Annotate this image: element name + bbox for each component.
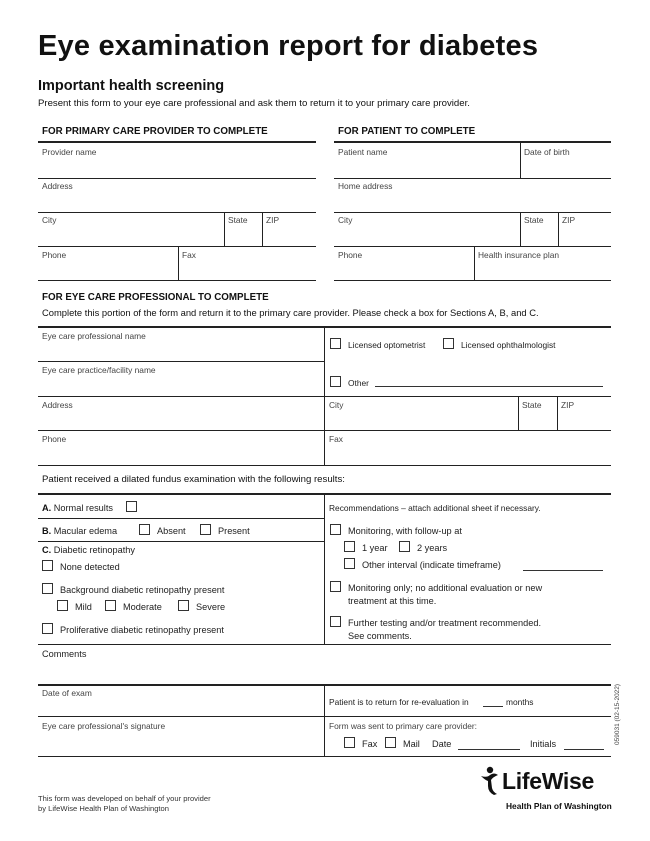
divider — [38, 756, 611, 757]
disclaimer-line-2: by LifeWise Health Plan of Washington — [38, 804, 169, 813]
background-retinopathy-checkbox[interactable] — [42, 583, 53, 594]
provider-top-rule — [38, 141, 316, 143]
disclaimer-line-1: This form was developed on behalf of your provider — [38, 794, 211, 803]
sent-date-label: Date — [432, 739, 452, 749]
insurance-plan-field[interactable]: Health insurance plan — [478, 250, 560, 260]
none-detected-label: None detected — [60, 562, 120, 572]
page-title: Eye examination report for diabetes — [38, 30, 539, 62]
patient-zip-field[interactable]: ZIP — [562, 215, 576, 225]
absent-label: Absent — [157, 526, 186, 536]
present-checkbox[interactable] — [200, 524, 211, 535]
comments-field[interactable]: Comments — [42, 649, 87, 659]
macular-edema-label: Macular edema — [53, 526, 118, 536]
provider-zip-field[interactable]: ZIP — [266, 215, 280, 225]
licensed-ophthalmologist-checkbox[interactable] — [443, 338, 454, 349]
provider-name-field[interactable]: Provider name — [42, 147, 97, 157]
moderate-label: Moderate — [123, 602, 162, 612]
provider-phone-field[interactable]: Phone — [42, 250, 67, 260]
eye-section-instructions: Complete this portion of the form and return it to the primary care provider. Please check a box for Sections A, B, and C. — [42, 307, 539, 318]
normal-results-checkbox[interactable] — [126, 501, 137, 512]
eye-fax-field[interactable]: Fax — [329, 434, 343, 444]
date-of-exam-field[interactable]: Date of exam — [42, 688, 92, 698]
date-of-birth-field[interactable]: Date of birth — [524, 147, 570, 157]
provider-section-heading: FOR PRIMARY CARE PROVIDER TO COMPLETE — [42, 126, 268, 137]
return-prefix-label: Patient is to return for re-evaluation in — [329, 697, 469, 707]
mild-checkbox[interactable] — [57, 600, 68, 611]
divider — [518, 396, 519, 430]
section-a-letter: A. — [42, 503, 52, 513]
patient-name-field[interactable]: Patient name — [338, 147, 388, 157]
patient-phone-field[interactable]: Phone — [338, 250, 363, 260]
divider — [38, 716, 611, 717]
eye-professional-name-field[interactable]: Eye care professional name — [42, 331, 146, 341]
intro-text: Present this form to your eye care professional and ask them to return it to your primary care provider. — [38, 98, 470, 109]
section-a-row — [42, 503, 113, 513]
mild-label: Mild — [75, 602, 92, 612]
further-testing-label-line1: Further testing and/or treatment recommended. — [348, 618, 542, 628]
two-years-checkbox[interactable] — [399, 541, 410, 552]
other-interval-label: Other interval (indicate timeframe) — [362, 560, 501, 570]
proliferative-retinopathy-label: Proliferative diabetic retinopathy present — [60, 625, 224, 635]
home-address-field[interactable]: Home address — [338, 181, 393, 191]
patient-city-field[interactable]: City — [338, 215, 353, 225]
provider-state-field[interactable]: State — [228, 215, 248, 225]
signature-field[interactable]: Eye care professional's signature — [42, 721, 166, 731]
return-suffix-label: months — [506, 697, 534, 707]
results-heading: Patient received a dilated fundus examination with the following results: — [42, 474, 345, 485]
divider — [520, 212, 521, 246]
two-years-label: 2 years — [417, 543, 448, 553]
form-code: 059031 (02-15-2022) — [614, 683, 621, 745]
licensed-optometrist-label: Licensed optometrist — [348, 340, 426, 350]
divider — [38, 518, 324, 519]
sent-mail-label: Mail — [403, 739, 420, 749]
moderate-checkbox[interactable] — [105, 600, 116, 611]
one-year-checkbox[interactable] — [344, 541, 355, 552]
other-interval-input[interactable] — [523, 570, 603, 571]
patient-top-rule — [334, 141, 611, 143]
further-testing-checkbox[interactable] — [330, 616, 341, 627]
divider — [324, 495, 325, 644]
divider — [557, 396, 558, 430]
divider — [334, 280, 611, 281]
divider — [474, 246, 475, 280]
recommendations-label: Recommendations – attach additional sheet if necessary. — [329, 503, 541, 513]
divider — [38, 280, 316, 281]
absent-checkbox[interactable] — [139, 524, 150, 535]
divider — [38, 178, 316, 179]
patient-state-field[interactable]: State — [524, 215, 544, 225]
severe-label: Severe — [196, 602, 226, 612]
normal-results-label: Normal results — [53, 503, 113, 513]
page-subtitle: Important health screening — [38, 78, 225, 94]
sent-mail-checkbox[interactable] — [385, 737, 396, 748]
divider — [324, 686, 325, 756]
divider — [334, 178, 611, 179]
licensed-optometrist-checkbox[interactable] — [330, 338, 341, 349]
divider — [178, 246, 179, 280]
initials-label: Initials — [530, 739, 557, 749]
divider — [38, 465, 611, 466]
divider — [334, 212, 611, 213]
logo-tagline: Health Plan of Washington — [506, 801, 612, 811]
eye-address-field[interactable]: Address — [42, 400, 73, 410]
section-c-row — [42, 545, 135, 555]
divider — [38, 644, 611, 645]
return-months-input[interactable] — [483, 706, 503, 707]
eye-city-field[interactable]: City — [329, 400, 344, 410]
proliferative-retinopathy-checkbox[interactable] — [42, 623, 53, 634]
provider-city-field[interactable]: City — [42, 215, 57, 225]
divider — [38, 361, 324, 362]
sent-date-input[interactable] — [458, 749, 520, 750]
provider-fax-field[interactable]: Fax — [182, 250, 196, 260]
section-b-row — [42, 526, 117, 536]
divider — [520, 143, 521, 178]
divider — [38, 541, 324, 542]
monitoring-only-label-line2: treatment at this time. — [348, 596, 437, 606]
eye-state-field[interactable]: State — [522, 400, 542, 410]
background-retinopathy-label: Background diabetic retinopathy present — [60, 585, 225, 595]
diabetic-retinopathy-label: Diabetic retinopathy — [53, 545, 135, 555]
sent-fax-checkbox[interactable] — [344, 737, 355, 748]
form-sent-label: Form was sent to primary care provider: — [329, 721, 478, 731]
sent-fax-label: Fax — [362, 739, 378, 749]
divider — [224, 212, 225, 246]
monitoring-only-label-line1: Monitoring only; no additional evaluation or new — [348, 583, 543, 593]
divider — [38, 396, 611, 397]
divider — [38, 246, 316, 247]
initials-input[interactable] — [564, 749, 604, 750]
monitoring-only-checkbox[interactable] — [330, 581, 341, 592]
person-figure-icon — [479, 766, 501, 796]
divider — [558, 212, 559, 246]
divider — [262, 212, 263, 246]
other-credential-label: Other — [348, 378, 369, 388]
divider — [334, 246, 611, 247]
divider — [38, 430, 611, 431]
logo-name: LifeWise — [502, 768, 594, 794]
other-credential-checkbox[interactable] — [330, 376, 341, 387]
eye-zip-field[interactable]: ZIP — [561, 400, 575, 410]
other-credential-input[interactable] — [375, 386, 603, 387]
section-b-letter: B. — [42, 526, 52, 536]
eye-phone-field[interactable]: Phone — [42, 434, 67, 444]
patient-section-heading: FOR PATIENT TO COMPLETE — [338, 126, 476, 137]
further-testing-label-line2: See comments. — [348, 631, 412, 641]
monitoring-followup-checkbox[interactable] — [330, 524, 341, 535]
eye-section-heading: FOR EYE CARE PROFESSIONAL TO COMPLETE — [42, 292, 269, 303]
one-year-label: 1 year — [362, 543, 388, 553]
divider — [38, 212, 316, 213]
severe-checkbox[interactable] — [178, 600, 189, 611]
other-interval-checkbox[interactable] — [344, 558, 355, 569]
monitoring-followup-label: Monitoring, with follow-up at — [348, 526, 462, 536]
present-label: Present — [218, 526, 250, 536]
licensed-ophthalmologist-label: Licensed ophthalmologist — [461, 340, 556, 350]
practice-name-field[interactable]: Eye care practice/facility name — [42, 365, 156, 375]
section-c-letter: C. — [42, 545, 52, 555]
provider-address-field[interactable]: Address — [42, 181, 73, 191]
none-detected-checkbox[interactable] — [42, 560, 53, 571]
